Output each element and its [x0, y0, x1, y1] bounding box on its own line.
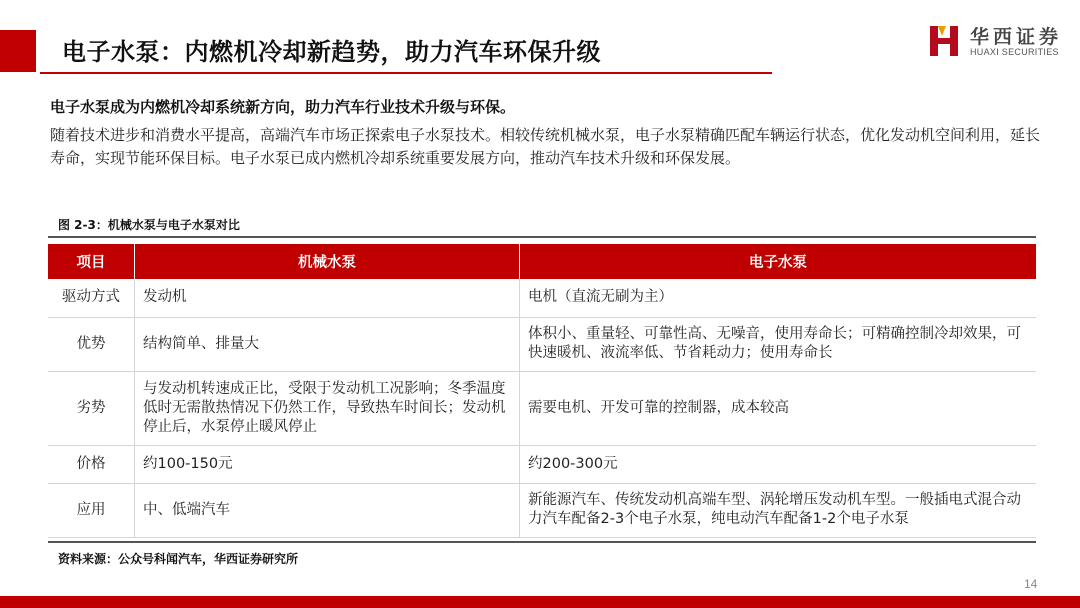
cell-mechanical: 与发动机转速成正比，受限于发动机工况影响；冬季温度低时无需散热情况下仍然工作，导致热车时间长；发动机停止后，水泵停止暖风停止: [135, 371, 520, 445]
table-bottom-rule: [48, 541, 1036, 543]
cell-mechanical: 结构简单、排量大: [135, 317, 520, 371]
page-number: 14: [1024, 577, 1038, 591]
row-label-disadvantages: 劣势: [48, 371, 135, 445]
cell-mechanical: 发动机: [135, 279, 520, 317]
row-label-price: 价格: [48, 445, 135, 483]
huaxi-logo-icon: [928, 22, 962, 58]
cell-electronic: 新能源汽车、传统发动机高端车型、涡轮增压发动机车型。一般插电式混合动力汽车配备2-3个电子水泵，纯电动汽车配备1-2个电子水泵: [520, 483, 1037, 537]
company-logo: [928, 22, 1068, 62]
cell-mechanical: 中、低端汽车: [135, 483, 520, 537]
table-row: [48, 445, 1036, 483]
title-underline: [40, 72, 772, 74]
lead-sentence: 电子水泵成为内燃机冷却系统新方向，助力汽车行业技术升级与环保。: [50, 98, 516, 116]
title-accent-bar: [0, 30, 36, 72]
row-label-application: 应用: [48, 483, 135, 537]
table-row: [48, 279, 1036, 317]
table-row: [48, 371, 1036, 445]
page-title: 电子水泵：内燃机冷却新趋势，助力汽车环保升级: [62, 38, 601, 66]
table-row: [48, 483, 1036, 537]
cell-electronic: 体积小、重量轻、可靠性高、无噪音，使用寿命长；可精确控制冷却效果，可快速暖机、液流率低、节省耗动力；使用寿命长: [520, 317, 1037, 371]
header-mechanical-pump: 机械水泵: [135, 244, 520, 279]
logo-english-text: HUAXI SECURITIES: [970, 47, 1059, 57]
table-row: [48, 317, 1036, 371]
row-label-drive: 驱动方式: [48, 279, 135, 317]
figure-caption: 图 2-3：机械水泵与电子水泵对比: [58, 218, 240, 232]
cell-electronic: 电机（直流无刷为主）: [520, 279, 1037, 317]
row-label-advantages: 优势: [48, 317, 135, 371]
logo-chinese-text: 华西证券: [970, 26, 1063, 48]
comparison-table: [48, 244, 1036, 538]
cell-electronic: 需要电机、开发可靠的控制器，成本较高: [520, 371, 1037, 445]
table-top-rule: [48, 236, 1036, 238]
table-header-row: [48, 244, 1036, 279]
header-item: 项目: [48, 244, 135, 279]
cell-electronic: 约200-300元: [520, 445, 1037, 483]
source-note: 资料来源：公众号科闻汽车，华西证券研究所: [58, 552, 299, 566]
cell-mechanical: 约100-150元: [135, 445, 520, 483]
header-electronic-pump: 电子水泵: [520, 244, 1037, 279]
footer-accent-bar: [0, 596, 1080, 608]
body-paragraph: 随着技术进步和消费水平提高，高端汽车市场正探索电子水泵技术。相较传统机械水泵，电子水泵精确匹配车辆运行状态，优化发动机空间利用，延长寿命，实现节能环保目标。电子水泵已成内燃机冷却系统重要发展方向，推动汽车技术升级和环保发展。: [50, 126, 1041, 167]
